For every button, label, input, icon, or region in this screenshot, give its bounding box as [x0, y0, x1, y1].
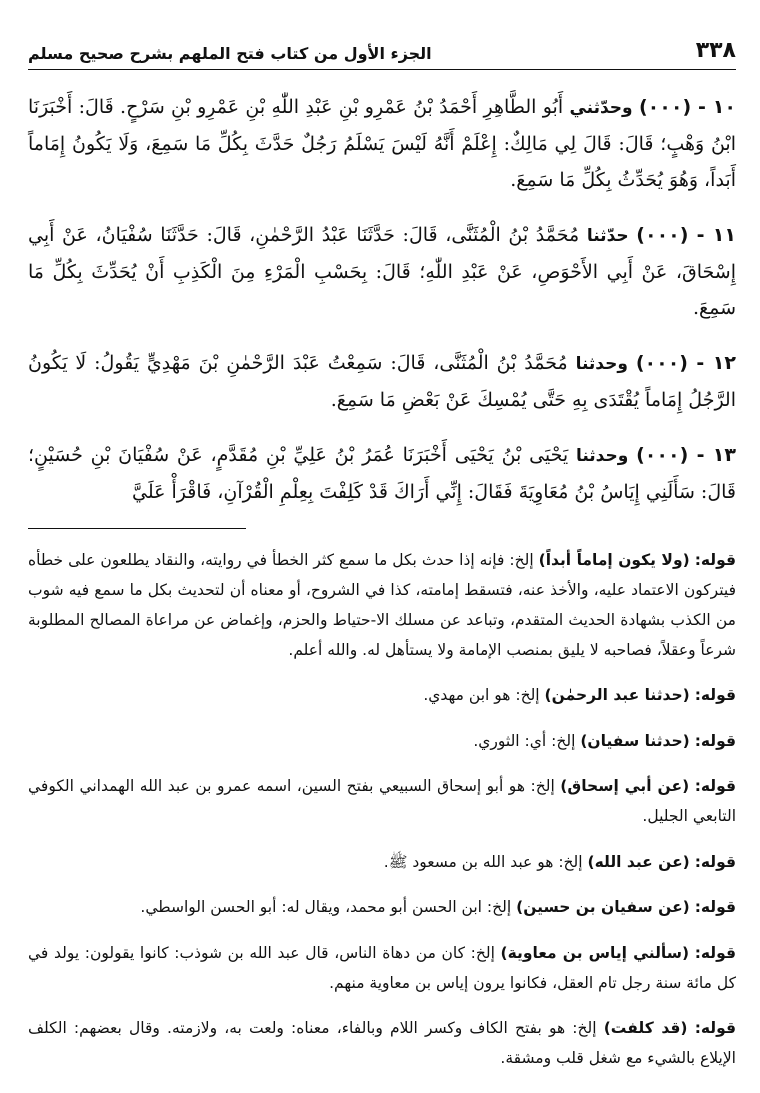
- hadith-text: يَحْيَى بْنُ يَحْيَى أَخْبَرَنَا عُمَرُ بْنُ عَلِيِّ بْنِ مُقَدَّمٍ، عَنْ سُفْيَانَ بْنِ حُسَيْنٍ؛ قَالَ: سَأَلَنِي إِيَاسُ بْنُ مُعَاوِيَةَ فَقَالَ: إِنِّي أَرَاكَ قَدْ كَلِفْتَ بِعِلْمِ الْقُرْآنِ، فَاقْرَأْ عَلَيَّ: [28, 444, 736, 503]
- commentary-note: [28, 545, 736, 665]
- note-quote: (حدثنا عبد الرحمٰن): [544, 686, 690, 704]
- note-label: قوله:: [694, 852, 736, 871]
- hadith-12: [28, 345, 736, 418]
- footnote-divider: [28, 528, 246, 529]
- note-text: إلخ: هو ابن مهدي.: [423, 686, 540, 704]
- hadith-section: [28, 89, 736, 510]
- hadith-number: ١٠ - (٠٠٠): [638, 96, 736, 118]
- note-label: قوله:: [694, 550, 736, 569]
- commentary-note: [28, 892, 736, 922]
- hadith-text: مُحَمَّدُ بْنُ الْمُثَنَّى، قَالَ: سَمِعْتُ عَبْدَ الرَّحْمٰنِ بْنَ مَهْدِيٍّ يَقُولُ: لَا يَكُونُ الرَّجُلُ إِمَاماً يُقْتَدَى بِهِ حَتَّى يُمْسِكَ عَنْ بَعْضِ مَا سَمِعَ.: [28, 352, 736, 411]
- book-page: [28, 30, 736, 1070]
- note-label: قوله:: [694, 1019, 736, 1037]
- note-quote: (عن أبي إسحاق): [560, 777, 690, 795]
- note-quote: (قد كلفت): [603, 1019, 688, 1037]
- note-text: إلخ: فإنه إذا حدث بكل ما سمع كثر الخطأ في روايته، والنقاد يطلعون على خطأه فيتركون الاعتماد عليه، والأخذ عنه، فتسقط إمامته، كذا في الشروح، أو معناه أن لتحديث بكل ما سمع فيه شوب من الكذب بشهادة الحديث المتقدم، وتباعد عن مسلك الا-حتياط والحزم، وإغماض عن مراعاة المصالح المطلوبة شرعاً وعقلاً، فصاحبه لا يليق بمنصب الإمامة ولا يستأهل له. والله أعلم.: [28, 550, 736, 659]
- note-quote: (عن سفيان بن حسين): [516, 898, 690, 916]
- running-title: الجزء الأول من كتاب فتح الملهم بشرح صحيح مسلم: [28, 44, 432, 63]
- note-label: قوله:: [694, 777, 736, 795]
- hadith-11: [28, 217, 736, 326]
- hadith-number: ١٢ - (٠٠٠): [635, 352, 736, 374]
- hadith-text: أَبُو الطَّاهِرِ أَحْمَدُ بْنُ عَمْرِو بْنِ عَبْدِ اللّٰهِ بْنِ عَمْرِو بْنِ سَرْحٍ. قَالَ: أَخْبَرَنَا ابْنُ وَهْبٍ؛ قَالَ: قَالَ لِي مَالِكٌ: إِعْلَمْ أَنَّهُ لَيْسَ يَسْلَمُ رَجُلٌ حَدَّثَ بِكُلِّ مَا سَمِعَ، وَلَا يَكُونُ إِمَاماً أَبَداً، وَهُوَ يُحَدِّثُ بِكُلِّ مَا سَمِعَ.: [28, 96, 736, 191]
- note-label: قوله:: [694, 731, 736, 750]
- note-text: إلخ: كان من دهاة الناس، قال عبد الله بن شوذب: كانوا يقولون: يولد في كل مائة سنة رجل تام العقل، فكانوا يرون إياس بن معاوية منهم.: [28, 943, 736, 992]
- hadith-lead: وحدثنا: [575, 446, 629, 466]
- commentary-note: [28, 938, 736, 998]
- hadith-number: ١١ - (٠٠٠): [636, 224, 736, 246]
- hadith-10: [28, 89, 736, 198]
- commentary-section: [28, 545, 736, 1074]
- commentary-note: [28, 726, 736, 756]
- note-text: إلخ: هو عبد الله بن مسعود ﷺ.: [383, 852, 583, 871]
- page-header: [28, 30, 736, 70]
- page-number: ٣٣٨: [695, 38, 736, 63]
- hadith-lead: حدّثنا: [586, 226, 629, 246]
- note-label: قوله:: [694, 943, 736, 962]
- commentary-note: [28, 771, 736, 831]
- note-text: إلخ: أي: الثوري.: [473, 731, 576, 750]
- commentary-note: [28, 1013, 736, 1073]
- note-text: إلخ: ابن الحسن أبو محمد، ويقال له: أبو الحسن الواسطي.: [140, 898, 512, 916]
- note-text: إلخ: هو أبو إسحاق السبيعي بفتح السين، اسمه عمرو بن عبد الله الهمداني الكوفي التابعي الجليل.: [28, 777, 736, 825]
- hadith-13: [28, 437, 736, 510]
- note-label: قوله:: [694, 686, 736, 704]
- note-quote: (عن عبد الله): [587, 852, 690, 871]
- note-label: قوله:: [694, 898, 736, 916]
- hadith-lead: وحدّثني: [569, 98, 633, 118]
- note-quote: (ولا يكون إماماً أبداً): [538, 550, 690, 569]
- hadith-lead: وحدثنا: [575, 354, 628, 374]
- hadith-text: مُحَمَّدُ بْنُ الْمُثَنَّى، قَالَ: حَدَّثَنَا عَبْدُ الرَّحْمٰنِ، قَالَ: حَدَّثَنَا سُفْيَانُ، عَنْ أَبِي إِسْحَاقَ، عَنْ أَبِي الأَحْوَصِ، عَنْ عَبْدِ اللّٰهِ؛ قَالَ: بِحَسْبِ الْمَرْءِ مِنَ الْكَذِبِ أَنْ يُحَدِّثَ بِكُلِّ مَا سَمِعَ.: [28, 224, 736, 319]
- note-text: إلخ: هو بفتح الكاف وكسر اللام وبالفاء، معناه: ولعت به، ولازمته. وقال بعضهم: الكلف الإيلاع بالشيء مع شغل قلب ومشقة.: [28, 1019, 736, 1067]
- commentary-note: [28, 680, 736, 710]
- commentary-note: [28, 847, 736, 877]
- note-quote: (حدثنا سفيان): [580, 731, 690, 750]
- note-quote: (سألني إياس بن معاوية): [500, 943, 690, 962]
- hadith-number: ١٣ - (٠٠٠): [636, 444, 736, 466]
